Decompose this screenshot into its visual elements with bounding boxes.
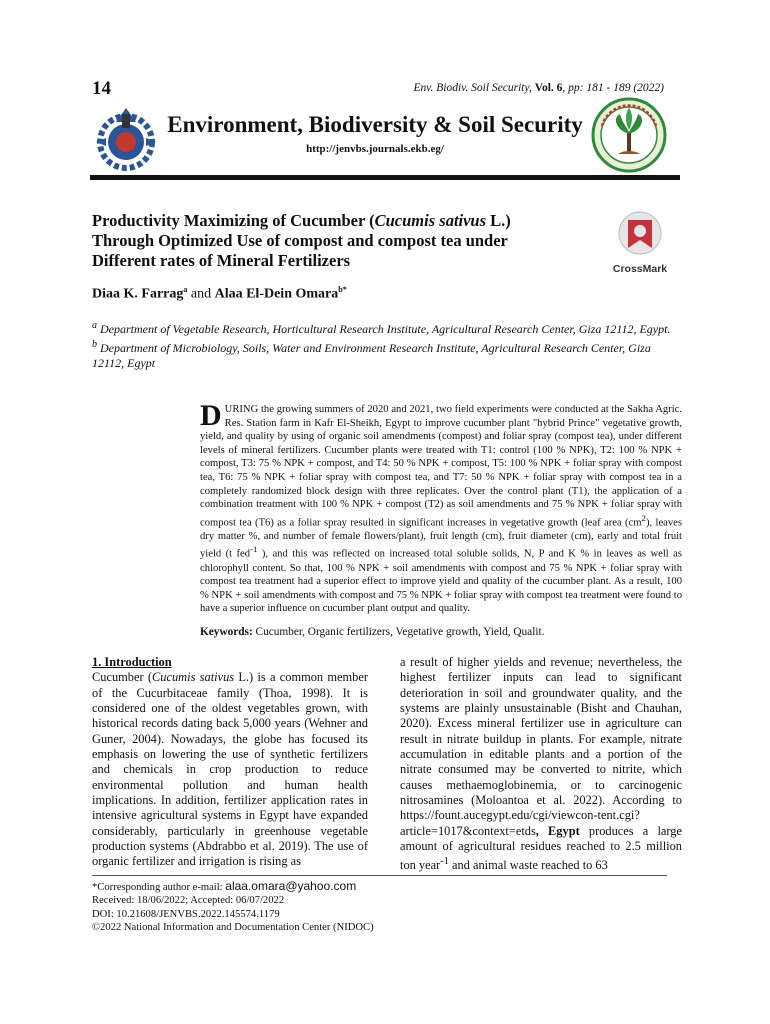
journal-url[interactable]: http://jenvbs.journals.ekb.eg/ bbox=[306, 143, 444, 155]
affiliations bbox=[92, 318, 682, 371]
received-accepted-dates: Received: 18/06/2022; Accepted: 06/07/2022 bbox=[92, 895, 285, 907]
article-title: Productivity Maximizing of Cucumber (Cucumis sativus L.) Through Optimized Use of compost and compost tea under Different rates of Mineral Fertilizers bbox=[92, 211, 511, 270]
abstract: DURING the growing summers of 2020 and 2021, two field experiments were conducted at the Sakha Agric. Res. Station farm in Kafr El-Sheikh, Egypt to improve cucumber plant "hybrid Prince" vegetative growth, yield, and quality by using of organic soil amendments (compost) and foliar spray (compost tea), under different levels of mineral fertilizers. Cucumber plants were treated with T1: control (100 % NPK), T2: 100 % NPK + compost, T3: 75 % NPK + compost, and T4: 50 % NPK + compost, T5: 100 % NPK + foliar spray with compost tea, T6: 75 % NPK + foliar spray with compost tea, and T7: 50 % NPK + foliar spray with compost tea in a completely randomized block design with three replicates. Over the control plant (T1), the application of a combination treatment with 100 % NPK + compost (T2) as soil amendments and 75 % NPK + foliar spray with compost tea (T6) as a foliar spray resulted in significant increases in vegetative growth (leaf area $(cm^2)$, leaves dry matter %, and number of female flowers/plant), fruit length (cm), fruit diameter (cm), early and total fruit yield (t fed$^{-1}$ ), and this was reflected on increased total soluble solids, N, P and K % in leaves as well as chlorophyll content. So that, 100 % NPK + soil amendments with compost and 75 % NPK + foliar spray with compost tea treatment had a superior effect to improve yield and quality of the cucumber plant. As a result, 100 % NPK + soil amendments with compost and 75 % NPK + foliar spray with compost tea treatment were found to have a superior influence on cucumber plant output and quality. bbox=[200, 399, 683, 615]
footer-divider bbox=[92, 875, 667, 876]
journal-citation: Env. Biodiv. Soil Security, Vol. 6, pp: 181 - 189 (2022) bbox=[413, 82, 664, 94]
crossmark-badge[interactable] bbox=[608, 210, 672, 275]
affiliation-b: $^b$ Department of Microbiology, Soils, Water and Environment Research Institute, Agricultural Research Center, Giza 12112, Egypt bbox=[92, 339, 651, 370]
society-seal-icon bbox=[590, 96, 668, 174]
drop-cap: D bbox=[200, 399, 222, 432]
affiliation-a: $^a$ Department of Vegetable Research, Horticultural Research Institute, Agricultural Research Center, Giza 12112, Egypt. bbox=[92, 320, 671, 336]
intro-paragraph-right: a result of higher yields and revenue; nevertheless, the highest fertilizer inputs can lead to significant deterioration in soil and groundwater quality, and the systems are plainly unsustainable (Bisht and Chauhan, 2020). Excess mineral fertilizer use in agriculture can result in nitrate buildup in plants. For example, nitrate accumulation in editable plants and a portion of the nitrate consumed may be converted to nitrite, which causes methaemoglobinemia, or to carcinogenic nitrosamines (Moloantoa et al. 2022). According to https://fount.aucegypt.edu/cgi/viewcon-tent.cgi?article=1017&context=etds, Egypt produces a large amount of agricultural residues reached to 2.5 million ton year$^{-1}$ and animal waste reached to 63 bbox=[400, 655, 683, 873]
footer-notes bbox=[92, 880, 374, 935]
body-column-left bbox=[92, 655, 368, 870]
crossmark-label: CrossMark bbox=[612, 263, 668, 275]
doi: DOI: 10.21608/JENVBS.2022.145574.1179 bbox=[92, 908, 280, 920]
author-email-link[interactable]: alaa.omara@yahoo.com bbox=[225, 879, 357, 893]
corresponding-author: *Corresponding author e-mail: alaa.omara@yahoo.com bbox=[92, 879, 357, 893]
crossmark-icon bbox=[608, 210, 672, 256]
keywords: Keywords: Cucumber, Organic fertilizers, Vegetative growth, Yield, Qualit. bbox=[200, 626, 545, 638]
intro-paragraph-left: Cucumber (Cucumis sativus L.) is a common member of the Cucurbitaceae family (Thoa, 1998). It is considered one of the oldest vegetables grown, with historical records dating back 5,000 years (Wehner and Guner, 2004). Nowadays, the globe has focused its emphasis on lowering the use of synthetic fertilizers and chemicals in crop production to reduce environmental pollution and human health implications. In addition, fertilizer application rates in intensive agricultural systems in Egypt have expanded considerably, particularly in greenhouse vegetable production systems (Abdrabbo et al. 2019). The use of organic fertilizer and irrigation is rising as bbox=[92, 670, 369, 869]
body-column-right bbox=[400, 655, 682, 874]
journal-title: Environment, Biodiversity & Soil Security bbox=[167, 112, 583, 137]
copyright: ©2022 National Information and Documentation Center (NIDOC) bbox=[92, 922, 374, 934]
page-number: 14 bbox=[92, 78, 111, 99]
authors: Diaa K. Farrag$^a$ and Alaa El-Dein Omara$^{b*}$ bbox=[92, 285, 347, 302]
section-heading-introduction: 1. Introduction bbox=[92, 655, 172, 669]
header-divider bbox=[90, 175, 680, 180]
